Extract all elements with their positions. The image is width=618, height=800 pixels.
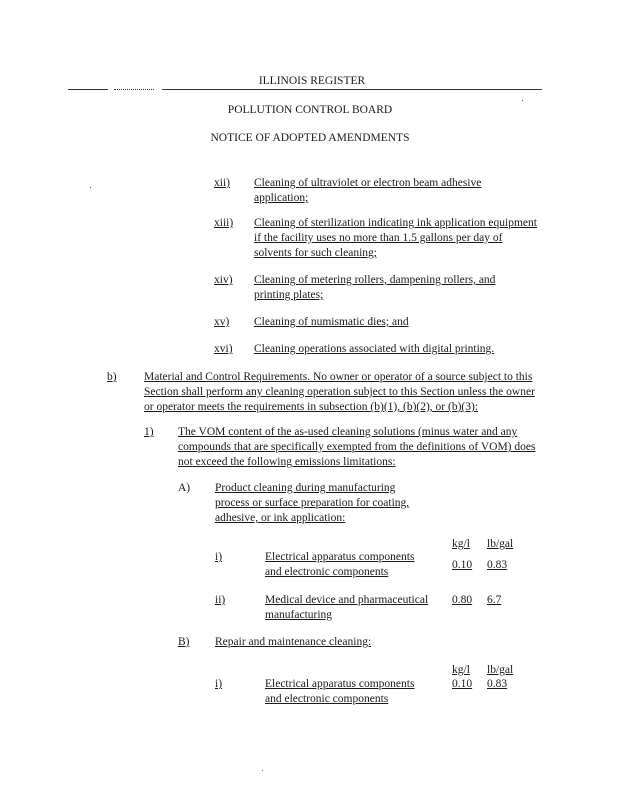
notice-title: NOTICE OF ADOPTED AMENDMENTS (210, 132, 410, 144)
item-num-xiii: xiii) (214, 217, 234, 229)
item-num-xvi: xvi) (214, 343, 233, 355)
scan-speck (262, 770, 263, 771)
sub-b-row-kgl: 0.10 (452, 678, 473, 690)
sub-b-col-kgl: kg/l (452, 664, 470, 676)
sub-a-row-kgl: 0.10 (452, 559, 473, 571)
sub-a-row-lbgal: 6.7 (487, 594, 502, 606)
item-num-xiv: xiv) (214, 274, 233, 286)
sub-b-text: Repair and maintenance cleaning: (215, 636, 372, 648)
header-rule-main (162, 89, 542, 90)
section-b-num: b) (107, 371, 117, 383)
register-title: ILLINOIS REGISTER (230, 74, 394, 89)
sub-a-text: Product cleaning during manufacturing process or surface preparation for coating, adhesive, or ink application: (215, 482, 410, 524)
sub-b-col-lbgal: lb/gal (487, 664, 514, 676)
agency-title: POLLUTION CONTROL BOARD (227, 104, 393, 116)
item-text-xvi: Cleaning operations associated with digital printing. (254, 343, 495, 355)
item-text-xiii: Cleaning of sterilization indicating ink application equipment if the facility uses no more than 1.5 gallons per day of solvents for such cleaning; (254, 217, 537, 259)
item-text-xiv: Cleaning of metering rollers, dampening rollers, and printing plates; (254, 274, 496, 301)
item-text-xii: Cleaning of ultraviolet or electron beam adhesive application; (254, 177, 482, 204)
sub-a-num: A) (178, 482, 191, 494)
section-b-text: Material and Control Requirements. No owner or operator of a source subject to this Section shall perform any cleaning operation subject to this Section unless the owner or operator meets the requirements in subsection (b)(1), (b)(2), or (b)(3): (144, 371, 535, 413)
sub-a-row-kgl: 0.80 (452, 594, 473, 606)
sub-a-col-lbgal: lb/gal (487, 538, 514, 550)
sub-b-num: B) (178, 636, 190, 648)
header-rule-mid (114, 89, 154, 90)
sub-a-row-lbgal: 0.83 (487, 559, 508, 571)
item-num-xii: xii) (214, 177, 230, 189)
item-num-xv: xv) (214, 316, 230, 328)
sub-1-num: 1) (144, 426, 154, 438)
scan-speck (90, 187, 91, 188)
sub-a-row-num: ii) (215, 594, 226, 606)
scan-speck (522, 100, 523, 101)
header-rule-left (68, 89, 108, 90)
sub-1-text: The VOM content of the as-used cleaning solutions (minus water and any compounds that are specifically exempted from the definitions of VOM) does not exceed the following emissions limitations: (178, 426, 536, 468)
sub-a-col-kgl: kg/l (452, 538, 470, 550)
sub-a-row-text: Electrical apparatus components and electronic components (265, 551, 415, 578)
sub-a-row-num: i) (215, 551, 223, 563)
item-text-xv: Cleaning of numismatic dies; and (254, 316, 409, 328)
sub-a-row-text: Medical device and pharmaceutical manufacturing (265, 594, 429, 621)
sub-b-row-text: Electrical apparatus components and electronic components (265, 678, 415, 705)
sub-b-row-lbgal: 0.83 (487, 678, 508, 690)
sub-b-row-num: i) (215, 678, 223, 690)
